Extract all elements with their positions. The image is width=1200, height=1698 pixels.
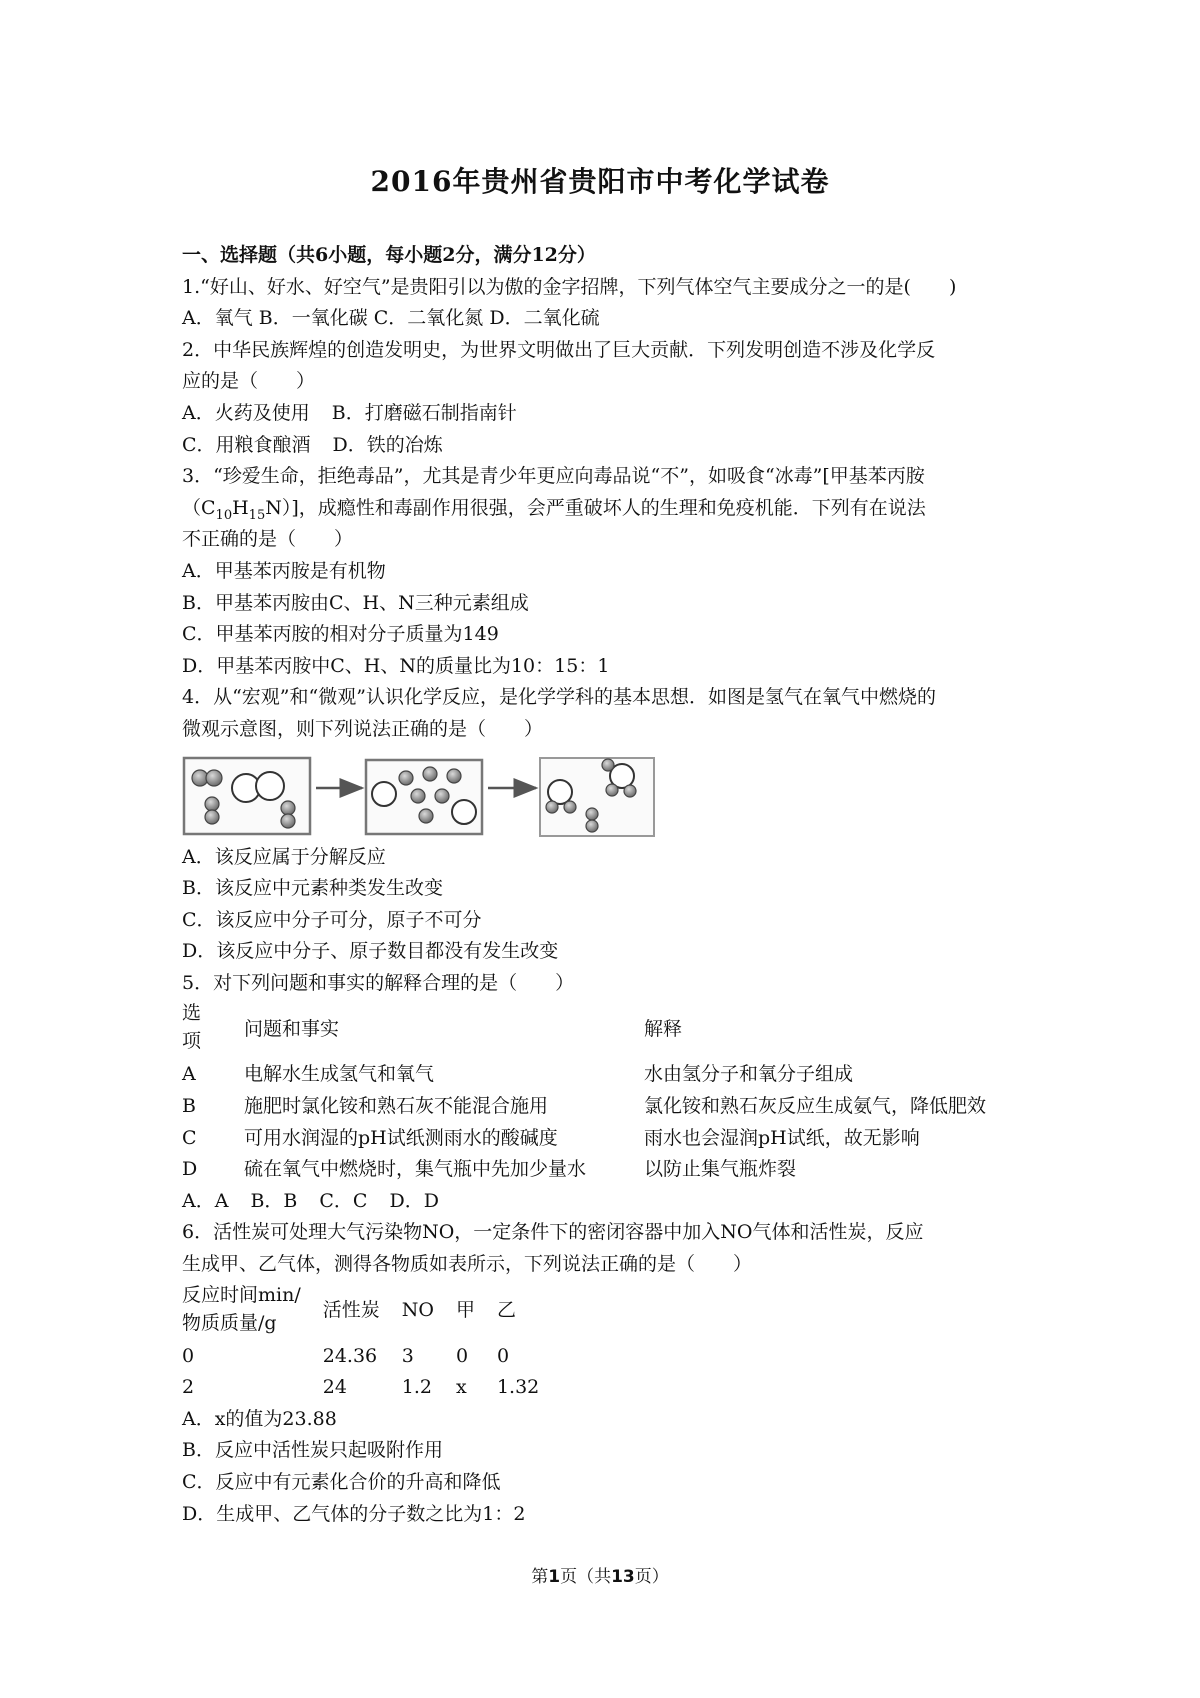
option-a: A．甲基苯丙胺是有机物 <box>182 559 386 582</box>
table-cell: 硫在氧气中燃烧时，集气瓶中先加少量水 <box>244 1158 587 1181</box>
option-d: D．D <box>389 1189 439 1212</box>
table-row <box>182 1341 561 1373</box>
header-option-text: 选 项 <box>182 1002 202 1053</box>
option-d: D．铁的冶炼 <box>332 433 443 456</box>
option-c: C．该反应中分子可分，原子不可分 <box>182 908 482 931</box>
table-cell: 电解水生成氢气和氧气 <box>244 1063 435 1086</box>
table-cell: 0 <box>455 1344 469 1367</box>
header-time-mass: 反应时间min/ 物质质量/g <box>182 1283 301 1334</box>
footer-text: 页） <box>634 1567 669 1587</box>
option-b: B．反应中活性炭只起吸附作用 <box>182 1439 443 1462</box>
reaction-micro-diagram <box>182 752 722 840</box>
table-cell: 1.32 <box>496 1376 540 1399</box>
option-c: C．C <box>319 1189 368 1212</box>
option-a: A．A <box>182 1189 229 1212</box>
table-cell: 1.2 <box>401 1376 432 1399</box>
option-d: D．生成甲、乙气体的分子数之比为1：2 <box>182 1502 526 1525</box>
table-cell: 0 <box>182 1344 195 1367</box>
page-total: 13 <box>611 1567 635 1587</box>
section-heading: 一、选择题（共6小题，每小题2分，满分12分） <box>182 244 596 266</box>
question-2-options-row2 <box>182 430 1042 462</box>
products-box <box>540 758 654 836</box>
question-1-stem: 1.“好山、好水、好空气”是贵阳引以为傲的金字招牌，下列气体空气主要成分之一的是( ) <box>182 275 957 298</box>
table-cell: 3 <box>401 1344 414 1367</box>
table-cell: 24 <box>322 1376 347 1399</box>
reactants-box <box>184 758 310 834</box>
table-row <box>182 1154 1042 1186</box>
table-row <box>182 1372 561 1404</box>
option-c: C．甲基苯丙胺的相对分子质量为149 <box>182 623 499 646</box>
table-cell: 氯化铵和熟石灰反应生成氨气，降低肥效 <box>644 1095 987 1118</box>
question-1-options: A．氧气 B．一氧化碳 C．二氧化氮 D．二氧化硫 <box>182 307 600 330</box>
question-3-stem: 3．“珍爱生命，拒绝毒品”，尤其是青少年更应向毒品说“不”，如吸食“冰毒”[甲基苯丙胺 <box>182 465 925 488</box>
question-2-stem: 2．中华民族辉煌的创造发明史，为世界文明做出了巨大贡献．下列发明创造不涉及化学反 <box>182 338 936 361</box>
header-no: NO <box>401 1298 434 1321</box>
atoms-box <box>366 760 482 834</box>
question-6-stem-cont: 生成甲、乙气体，测得各物质如表所示，下列说法正确的是（ ） <box>182 1253 753 1276</box>
table-cell: A <box>182 1063 196 1086</box>
question-5-options <box>182 1186 1042 1218</box>
question-3-stem-cont: 不正确的是（ ） <box>182 528 354 551</box>
table-row <box>182 1091 1042 1123</box>
table-cell: x <box>455 1376 467 1399</box>
question-5-table <box>182 999 1042 1185</box>
table-cell: D <box>182 1158 198 1181</box>
table-cell: 以防止集气瓶炸裂 <box>644 1158 797 1181</box>
table-cell: 雨水也会湿润pH试纸，故无影响 <box>644 1126 920 1149</box>
question-4-stem-cont: 微观示意图，则下列说法正确的是（ ） <box>182 717 544 740</box>
option-b: B．B <box>250 1189 298 1212</box>
question-3-stem-formula: $(C_{10}H_{15}N)$]，成瘾性和毒副作用很强，会严重破坏人的生理和免疫机能．下列有在说法 <box>182 496 926 523</box>
header-explanation: 解释 <box>644 1017 683 1040</box>
table-cell: C <box>182 1126 197 1149</box>
question-2-stem-cont: 应的是（ ） <box>182 370 316 393</box>
option-a: A．x的值为23.88 <box>182 1407 337 1430</box>
option-c: C．用粮食酿酒 <box>182 433 311 456</box>
question-5-stem: 5．对下列问题和事实的解释合理的是（ ） <box>182 971 575 994</box>
option-d: D．甲基苯丙胺中C、H、N的质量比为10：15：1 <box>182 654 610 677</box>
page-footer <box>0 1562 1200 1587</box>
question-6-stem: 6．活性炭可处理大气污染物NO，一定条件下的密闭容器中加入NO气体和活性炭，反应 <box>182 1221 924 1244</box>
footer-text: 第 <box>531 1567 549 1587</box>
table-header-row <box>182 1281 561 1341</box>
option-b: B．打磨磁石制指南针 <box>331 401 517 424</box>
option-b: B．甲基苯丙胺由C、H、N三种元素组成 <box>182 591 529 614</box>
header-option <box>182 999 244 1059</box>
header-yi: 乙 <box>496 1298 516 1321</box>
footer-text: 页（共 <box>560 1567 612 1587</box>
table-cell: 2 <box>182 1376 195 1399</box>
option-a: A．火药及使用 <box>182 401 310 424</box>
table-cell: 施肥时氯化铵和熟石灰不能混合施用 <box>244 1095 549 1118</box>
page-title: 2016年贵州省贵阳市中考化学试卷 <box>370 165 830 198</box>
table-row <box>182 1059 1042 1091</box>
header-question: 问题和事实 <box>244 1017 340 1040</box>
question-2-options-row1 <box>182 398 1042 430</box>
table-cell: 24.36 <box>322 1344 378 1367</box>
option-b: B．该反应中元素种类发生改变 <box>182 877 443 900</box>
table-cell: 水由氢分子和氧分子组成 <box>644 1063 854 1086</box>
option-c: C．反应中有元素化合价的升高和降低 <box>182 1471 501 1493</box>
exam-body <box>182 240 1042 1530</box>
header-jia: 甲 <box>455 1298 475 1321</box>
table-row <box>182 1123 1042 1155</box>
table-cell: 0 <box>496 1344 510 1367</box>
molecule-diagram-svg <box>182 752 722 840</box>
page-number: 1 <box>548 1567 561 1587</box>
option-d: D．该反应中分子、原子数目都没有发生改变 <box>182 940 559 963</box>
table-cell: B <box>182 1095 196 1118</box>
question-6-table <box>182 1281 561 1404</box>
question-4-stem: 4．从“宏观”和“微观”认识化学反应，是化学学科的基本思想．如图是氢气在氧气中燃烧的 <box>182 686 936 709</box>
table-cell: 可用水润湿的pH试纸测雨水的酸碱度 <box>244 1126 558 1149</box>
option-a: A．该反应属于分解反应 <box>182 845 386 868</box>
table-header-row <box>182 999 1042 1059</box>
header-carbon: 活性炭 <box>322 1298 380 1321</box>
